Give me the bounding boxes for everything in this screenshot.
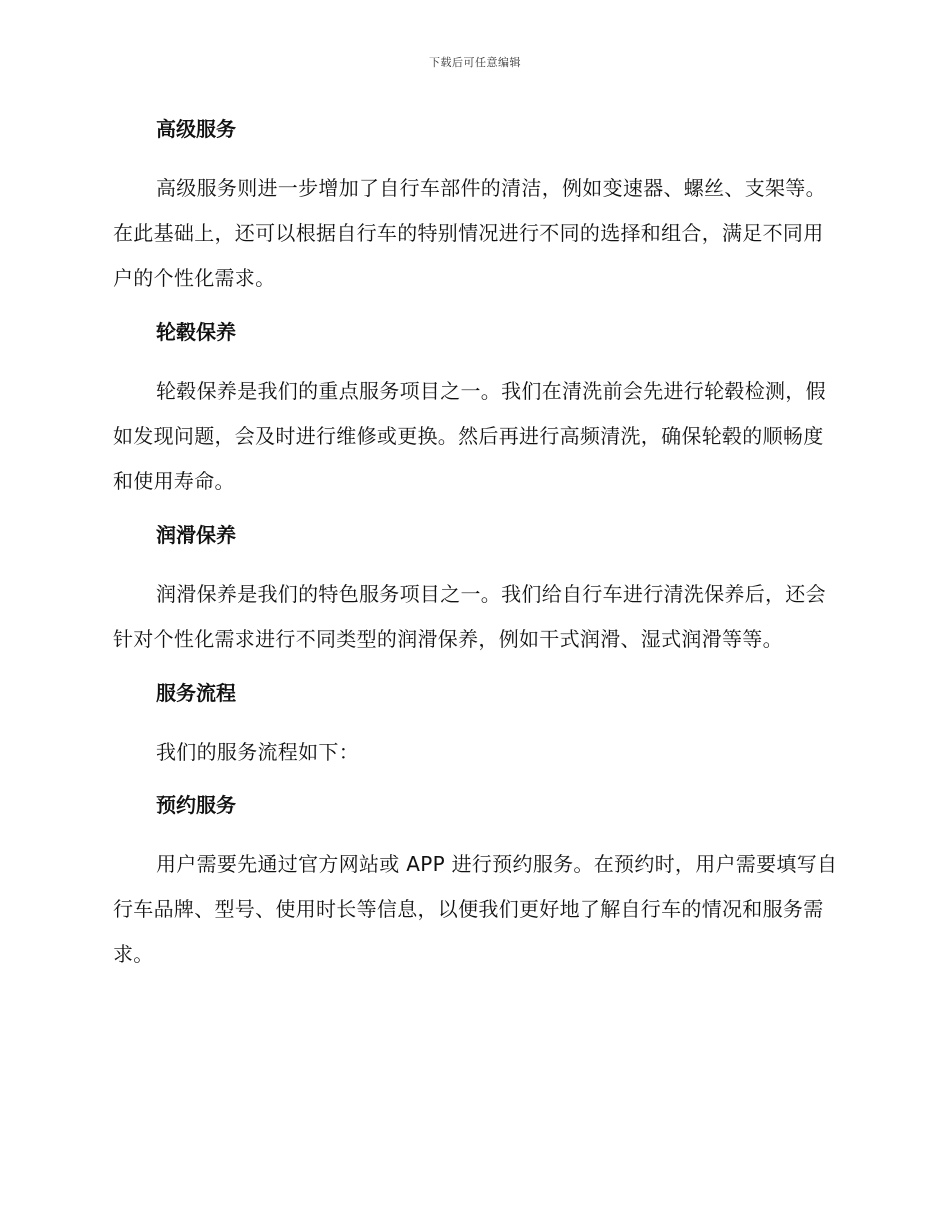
- section-paragraph-service-process: 我们的服务流程如下：: [156, 740, 359, 764]
- section-heading-service-process: 服务流程: [156, 681, 236, 705]
- section-heading-lubrication: 润滑保养: [156, 523, 236, 547]
- section-paragraph-lubrication: 润滑保养是我们的特色服务项目之一。我们给自行车进行清洗保养后，还会针对个性化需求进行不同类型的润滑保养，例如干式润滑、湿式润滑等等。: [113, 582, 826, 651]
- section-paragraph-advanced-service: 高级服务则进一步增加了自行车部件的清洁，例如变速器、螺丝、支架等。在此基础上，还可以根据自行车的特别情况进行不同的选择和组合，满足不同用户的个性化需求。: [113, 176, 826, 290]
- section-paragraph-booking-service: 用户需要先通过官方网站或 APP 进行预约服务。在预约时，用户需要填写自行车品牌、型号、使用时长等信息，以便我们更好地了解自行车的情况和服务需求。: [113, 852, 838, 966]
- section-heading-advanced-service: 高级服务: [156, 117, 236, 141]
- page-header: 下载后可任意编辑: [429, 56, 521, 69]
- section-paragraph-hub-maintenance: 轮毂保养是我们的重点服务项目之一。我们在清洗前会先进行轮毂检测，假如发现问题，会及时进行维修或更换。然后再进行高频清洗，确保轮毂的顺畅度和使用寿命。: [113, 379, 826, 493]
- section-heading-hub-maintenance: 轮毂保养: [156, 320, 236, 344]
- document-body: [113, 113, 839, 992]
- section-heading-booking-service: 预约服务: [156, 793, 236, 817]
